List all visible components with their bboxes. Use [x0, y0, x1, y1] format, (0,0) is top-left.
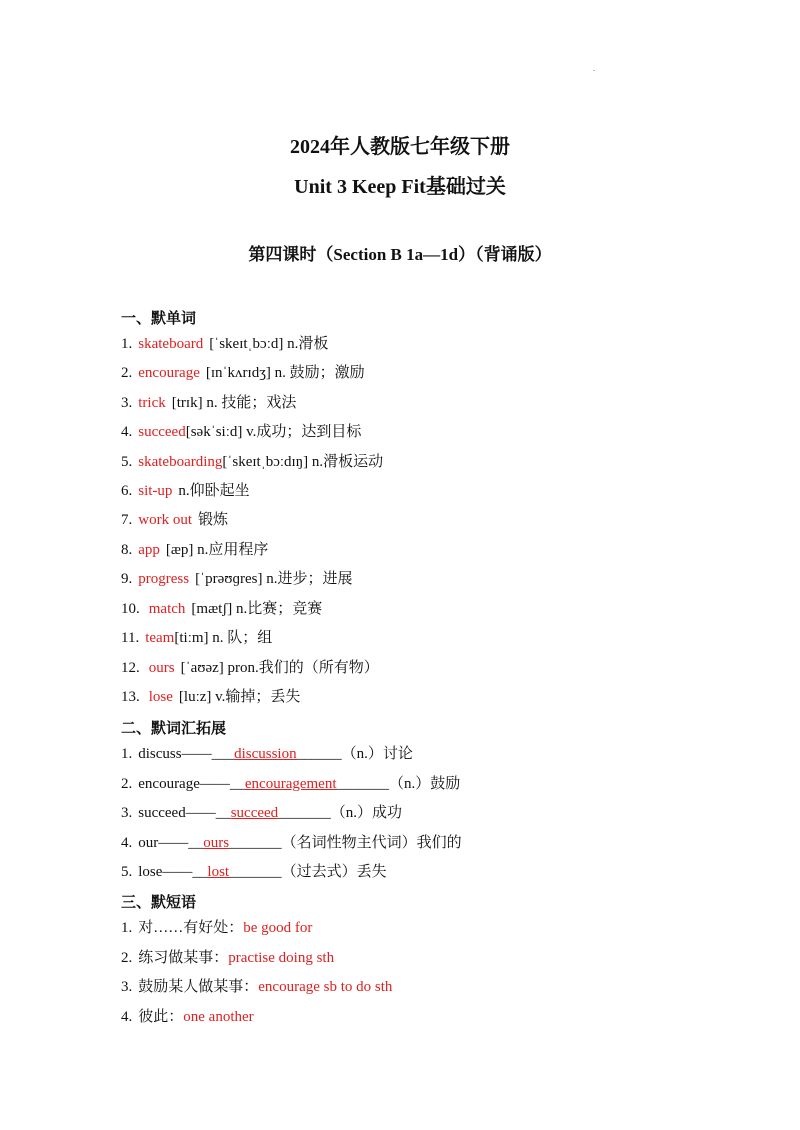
- word-item: [121, 540, 268, 560]
- item-number: 4.: [121, 1009, 133, 1025]
- word-item: [121, 599, 322, 619]
- phrase-item: [121, 918, 312, 938]
- base-word: encourage——: [138, 776, 230, 792]
- section-heading-phrases: 三、默短语: [121, 895, 197, 911]
- answer-word: lost: [207, 864, 230, 880]
- blank-post: _______: [229, 864, 282, 880]
- answer-word: encouragement: [244, 776, 337, 792]
- vocab-word: succeed: [138, 424, 186, 440]
- vocab-definition: [trɪk] n. 技能；戏法: [171, 395, 297, 411]
- item-number: 7.: [121, 512, 133, 528]
- base-word: our——: [138, 835, 189, 851]
- word-item: [121, 481, 250, 501]
- blank-pre: __: [192, 864, 208, 880]
- lesson-heading: 第四课时（Section B 1a—1d）（背诵版）: [248, 245, 552, 264]
- phrase-english: encourage sb to do sth: [258, 979, 393, 995]
- phrase-item: [121, 1007, 254, 1027]
- item-number: 4.: [121, 835, 133, 851]
- vocab-word: match: [148, 601, 186, 617]
- vocab-word: app: [138, 542, 160, 558]
- blank-pre: __: [215, 805, 231, 821]
- word-item: [121, 393, 296, 413]
- item-number: 11.: [121, 630, 140, 646]
- word-item: [121, 569, 352, 589]
- item-number: 6.: [121, 483, 133, 499]
- item-number: 12.: [121, 660, 140, 676]
- vocab-word: team: [145, 630, 175, 646]
- phrase-english: practise doing sth: [228, 950, 335, 966]
- base-word: lose——: [138, 864, 193, 880]
- vocab-word: sit-up: [138, 483, 173, 499]
- answer-word: ours: [203, 835, 230, 851]
- vocab-word: skateboard: [138, 336, 204, 352]
- item-number: 4.: [121, 424, 133, 440]
- derivative-note: （名词性物主代词）我们的: [281, 835, 462, 851]
- item-number: 1.: [121, 920, 133, 936]
- item-number: 2.: [121, 365, 133, 381]
- item-number: 13.: [121, 689, 140, 705]
- blank-post: _______: [278, 805, 331, 821]
- vocab-word: trick: [138, 395, 166, 411]
- vocab-word: progress: [138, 571, 190, 587]
- vocab-definition: n.仰卧起坐: [178, 483, 250, 499]
- item-number: 8.: [121, 542, 133, 558]
- vocab-definition: [ˈprəʊɡres] n.进步；进展: [195, 571, 353, 587]
- document-subtitle: Unit 3 Keep Fit基础过关: [294, 176, 506, 198]
- vocab-definition: [səkˈsiːd] v.成功；达到目标: [185, 424, 362, 440]
- item-number: 3.: [121, 979, 133, 995]
- item-number: 5.: [121, 454, 133, 470]
- vocab-word: lose: [148, 689, 173, 705]
- section-heading-words: 一、默单词: [121, 311, 197, 327]
- vocab-definition: [ˈskeɪtˌbɔːdɪŋ] n.滑板运动: [222, 454, 384, 470]
- derivative-item: [121, 744, 413, 764]
- vocab-definition: [ɪnˈkʌrɪdʒ] n. 鼓励；激励: [205, 365, 365, 381]
- vocab-definition: [luːz] v.输掉；丢失: [178, 689, 301, 705]
- item-number: 1.: [121, 336, 133, 352]
- phrase-item: [121, 977, 392, 997]
- derivative-item: [121, 803, 402, 823]
- vocab-definition: [ˈskeɪtˌbɔːd] n.滑板: [209, 336, 329, 352]
- blank-pre: __: [229, 776, 245, 792]
- base-word: succeed——: [138, 805, 216, 821]
- base-word: discuss——: [138, 746, 212, 762]
- derivative-note: （过去式）丢失: [281, 864, 387, 880]
- derivative-note: （n.）成功: [330, 805, 402, 821]
- blank-post: ______: [296, 746, 342, 762]
- phrase-english: one another: [183, 1009, 254, 1025]
- word-item: [121, 658, 379, 678]
- vocab-definition: [ˈaʊəz] pron.我们的（所有物）: [180, 660, 379, 676]
- answer-word: succeed: [230, 805, 279, 821]
- phrase-item: [121, 948, 334, 968]
- corner-dot: .: [593, 64, 595, 73]
- phrase-meaning: 对……有好处：: [138, 920, 244, 936]
- word-item: [121, 452, 383, 472]
- blank-post: _______: [336, 776, 390, 792]
- derivative-item: [121, 833, 462, 853]
- section-heading-derivatives: 二、默词汇拓展: [121, 721, 227, 737]
- item-number: 3.: [121, 805, 133, 821]
- answer-word: discussion: [234, 746, 297, 762]
- blank-pre: __: [188, 835, 204, 851]
- item-number: 2.: [121, 950, 133, 966]
- vocab-definition: [tiːm] n. 队；组: [174, 630, 273, 646]
- vocab-definition: [mætʃ] n.比赛；竞赛: [191, 601, 323, 617]
- phrase-meaning: 彼此：: [138, 1009, 184, 1025]
- item-number: 2.: [121, 776, 133, 792]
- item-number: 10.: [121, 601, 140, 617]
- item-number: 9.: [121, 571, 133, 587]
- word-item: [121, 363, 365, 383]
- word-item: [121, 334, 328, 354]
- word-item: [121, 422, 361, 442]
- blank-pre: ___: [211, 746, 235, 762]
- document-title: 2024年人教版七年级下册: [290, 136, 510, 158]
- derivative-note: （n.）讨论: [341, 746, 413, 762]
- word-item: [121, 687, 300, 707]
- item-number: 5.: [121, 864, 133, 880]
- derivative-item: [121, 774, 460, 794]
- item-number: 3.: [121, 395, 133, 411]
- word-item: [121, 510, 228, 530]
- vocab-word: work out: [138, 512, 192, 528]
- word-item: [121, 628, 272, 648]
- derivative-note: （n.）鼓励: [389, 776, 461, 792]
- vocab-definition: 锻炼: [198, 512, 229, 528]
- phrase-meaning: 练习做某事：: [138, 950, 229, 966]
- vocab-word: encourage: [138, 365, 200, 381]
- blank-post: _______: [229, 835, 282, 851]
- vocab-word: ours: [148, 660, 175, 676]
- vocab-word: skateboarding: [138, 454, 223, 470]
- phrase-meaning: 鼓励某人做某事：: [138, 979, 259, 995]
- vocab-definition: [æp] n.应用程序: [165, 542, 269, 558]
- item-number: 1.: [121, 746, 133, 762]
- phrase-english: be good for: [243, 920, 313, 936]
- derivative-item: [121, 862, 387, 882]
